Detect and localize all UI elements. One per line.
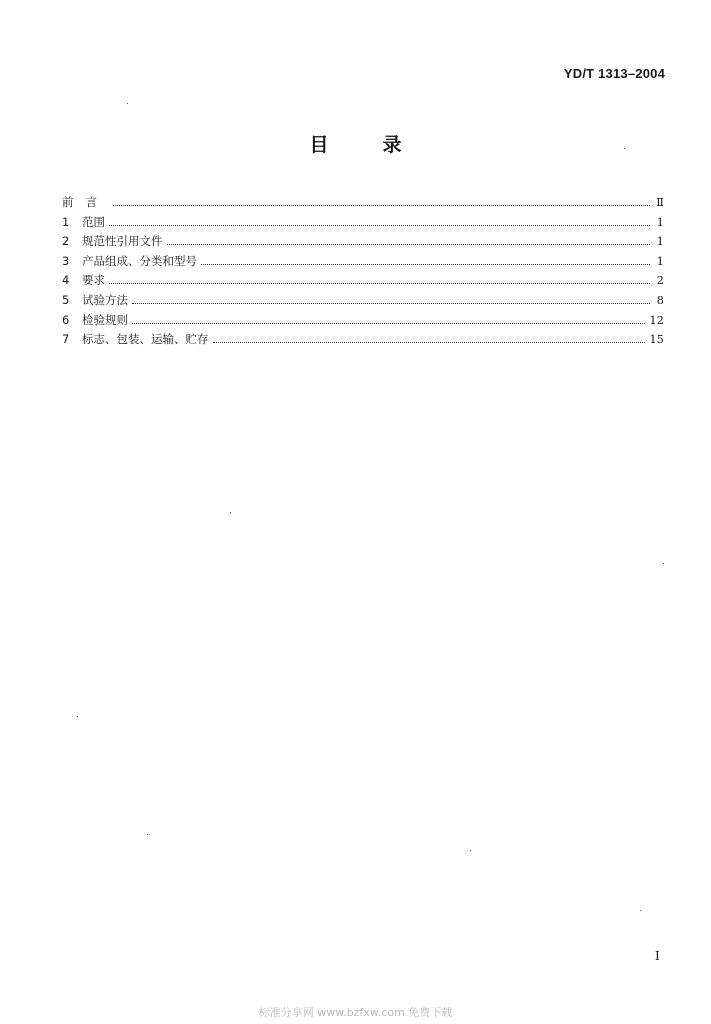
toc-entry-requirements[interactable] bbox=[62, 271, 664, 291]
toc-entry-title: 要求 bbox=[82, 273, 105, 288]
scan-speck bbox=[624, 148, 625, 149]
toc-entry-foreword[interactable] bbox=[62, 193, 664, 213]
toc-entry-number: 1 bbox=[62, 214, 70, 229]
scan-speck bbox=[77, 716, 78, 717]
page-number: I bbox=[655, 949, 660, 963]
toc-leader-dots bbox=[201, 263, 650, 265]
toc-leader-dots bbox=[167, 243, 651, 245]
toc-entry-page: 1 bbox=[656, 234, 664, 249]
toc-entry-page: 1 bbox=[656, 214, 664, 229]
scan-speck bbox=[640, 910, 641, 911]
toc-entry-number: 4 bbox=[62, 273, 70, 288]
toc-entry-title: 产品组成、分类和型号 bbox=[82, 253, 197, 268]
scan-speck bbox=[147, 834, 148, 835]
scan-speck bbox=[230, 512, 231, 513]
toc-entry-number: 5 bbox=[62, 292, 70, 307]
toc-entry-page: 12 bbox=[649, 312, 664, 327]
toc-entry-title: 试验方法 bbox=[82, 292, 128, 307]
toc-entry-number: 6 bbox=[62, 312, 70, 327]
toc-entry-title: 标志、包装、运输、贮存 bbox=[82, 332, 209, 347]
toc-entry-page: 2 bbox=[656, 273, 664, 288]
table-of-contents bbox=[62, 193, 664, 350]
toc-entry-marking-packaging[interactable] bbox=[62, 330, 664, 350]
scan-speck bbox=[470, 850, 471, 851]
toc-leader-dots bbox=[132, 302, 650, 304]
toc-entry-page: 1 bbox=[656, 253, 664, 268]
toc-entry-number: 7 bbox=[62, 332, 70, 347]
page-title: 目录 bbox=[309, 134, 456, 156]
watermark-text: 标准分享网 www.bzfxw.com 免费下载 bbox=[258, 1006, 453, 1019]
toc-entry-page: Ⅱ bbox=[656, 195, 664, 209]
toc-entry-title: 规范性引用文件 bbox=[82, 234, 163, 249]
toc-leader-dots bbox=[109, 224, 650, 226]
toc-entry-title: 前言 bbox=[62, 195, 109, 209]
toc-leader-dots bbox=[213, 341, 646, 343]
toc-entry-inspection-rules[interactable] bbox=[62, 311, 664, 331]
standard-code: YD/T 1313–2004 bbox=[563, 66, 665, 81]
toc-entry-test-methods[interactable] bbox=[62, 291, 664, 311]
toc-entry-number: 3 bbox=[62, 253, 70, 268]
toc-leader-dots bbox=[132, 322, 645, 324]
scan-speck bbox=[663, 563, 664, 564]
toc-leader-dots bbox=[113, 204, 650, 206]
toc-entry-number: 2 bbox=[62, 234, 70, 249]
toc-entry-scope[interactable] bbox=[62, 213, 664, 233]
toc-entry-title: 检验规则 bbox=[82, 312, 128, 327]
toc-entry-normative-references[interactable] bbox=[62, 232, 664, 252]
toc-entry-page: 8 bbox=[656, 292, 664, 307]
scan-speck bbox=[127, 103, 128, 104]
toc-entry-page: 15 bbox=[649, 332, 664, 347]
toc-entry-product-composition[interactable] bbox=[62, 252, 664, 272]
toc-entry-title: 范围 bbox=[82, 214, 105, 229]
toc-leader-dots bbox=[109, 282, 650, 284]
